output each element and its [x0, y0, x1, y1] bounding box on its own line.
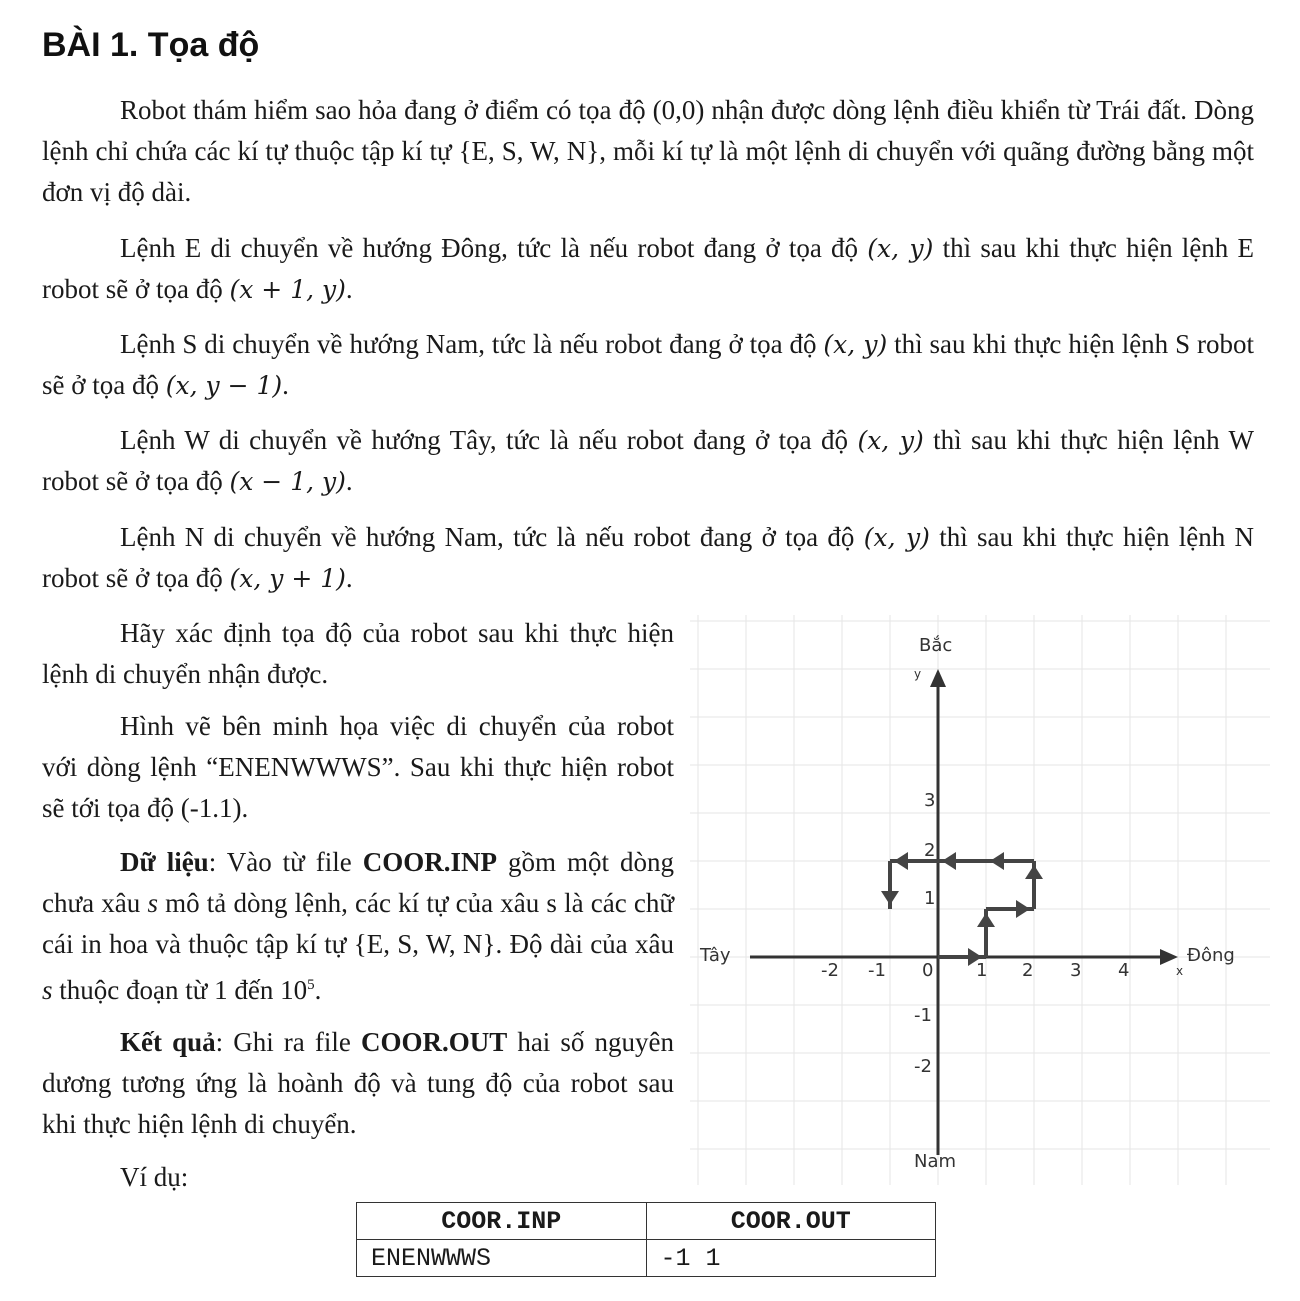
- east-label: Đông: [1187, 945, 1235, 966]
- lesson-title: BÀI 1. Tọa độ: [42, 26, 260, 64]
- command-w-paragraph: Lệnh W di chuyển về hướng Tây, tức là nếu robot đang ở tọa độ (x, y) thì sau khi thực hiện lệnh W robot sẽ ở tọa độ (x − 1, y).: [42, 425, 1254, 496]
- output-description-paragraph: Kết quả: Ghi ra file COOR.OUT hai số nguyên dương tương ứng là hoành độ và tung độ của robot sau khi thực hiện lệnh di chuyển.: [42, 1027, 674, 1139]
- intro-paragraph: Robot thám hiểm sao hỏa đang ở điểm có tọa độ (0,0) nhận được dòng lệnh điều khiển từ Trái đất. Dòng lệnh chỉ chứa các kí tự thuộc tập kí tự {E, S, W, N}, mỗi kí tự là một lệnh di chuyển với quãng đường bằng một đơn vị độ dài.: [42, 95, 1254, 207]
- x-tick-label: 2: [1022, 960, 1034, 981]
- y-tick-label: 3: [924, 790, 936, 811]
- task-paragraph: Hãy xác định tọa độ của robot sau khi thực hiện lệnh di chuyển nhận được.: [42, 618, 674, 689]
- path-arrowhead: [1016, 900, 1030, 918]
- x-tick-label: 3: [1070, 960, 1082, 981]
- example-label: Ví dụ:: [120, 1162, 189, 1192]
- x-tick-label: 1: [976, 960, 988, 981]
- example-table: [356, 1202, 936, 1277]
- command-e-paragraph: Lệnh E di chuyển về hướng Đông, tức là nếu robot đang ở tọa độ (x, y) thì sau khi thực hiện lệnh E robot sẽ ở tọa độ (x + 1, y).: [42, 233, 1255, 304]
- path-arrowhead: [1025, 865, 1043, 879]
- path-arrowhead: [894, 852, 908, 870]
- x-axis-name: x: [1176, 964, 1184, 978]
- column-header-output: COOR.OUT: [646, 1203, 936, 1240]
- x-tick-label: 4: [1118, 960, 1130, 981]
- x-tick-label: -2: [821, 960, 839, 981]
- y-tick-label: 2: [924, 840, 936, 861]
- south-label: Nam: [914, 1151, 957, 1172]
- input-description-paragraph: Dữ liệu: Vào từ file COOR.INP gồm một dòng chưa xâu s mô tả dòng lệnh, các kí tự của xâu s là các chữ cái in hoa và thuộc tập kí tự {E, S, W, N}. Độ dài của xâu s thuộc đoạn từ 1 đến $10^5$.: [42, 847, 674, 1005]
- north-label: Bắc: [919, 635, 953, 656]
- column-header-input: COOR.INP: [357, 1203, 647, 1240]
- x-axis-arrow: [1160, 949, 1178, 965]
- command-n-paragraph: Lệnh N di chuyển về hướng Nam, tức là nếu robot đang ở tọa độ (x, y) thì sau khi thực hiện lệnh N robot sẽ ở tọa độ (x, y + 1).: [42, 522, 1255, 593]
- table-cell-input: ENENWWWS: [357, 1240, 647, 1277]
- y-tick-label: 1: [924, 888, 936, 909]
- axes: [750, 669, 1178, 1155]
- y-axis-arrow: [930, 669, 946, 687]
- y-tick-label: -2: [914, 1056, 932, 1077]
- background-grid: [690, 615, 1270, 1185]
- illustration-paragraph: Hình vẽ bên minh họa việc di chuyển của robot với dòng lệnh “ENENWWWS”. Sau khi thực hiện robot sẽ tới tọa độ (-1.1).: [42, 711, 674, 823]
- path-arrowhead: [942, 852, 956, 870]
- y-axis-name: y: [914, 667, 922, 681]
- table-row: [357, 1240, 936, 1277]
- coordinate-plane: [690, 615, 1270, 1185]
- x-tick-label: 0: [922, 960, 934, 981]
- command-s-paragraph: Lệnh S di chuyển về hướng Nam, tức là nếu robot đang ở tọa độ (x, y) thì sau khi thực hiện lệnh S robot sẽ ở tọa độ (x, y − 1).: [42, 329, 1254, 400]
- west-label: Tây: [700, 945, 731, 966]
- path-arrowhead: [977, 913, 995, 927]
- coordinate-figure: [690, 615, 1270, 1185]
- y-tick-label: -1: [914, 1005, 932, 1026]
- path-arrowhead: [990, 852, 1004, 870]
- table-header-row: [357, 1203, 936, 1240]
- path-arrowhead: [881, 891, 899, 905]
- x-tick-label: -1: [868, 960, 886, 981]
- table-cell-output: -1 1: [646, 1240, 936, 1277]
